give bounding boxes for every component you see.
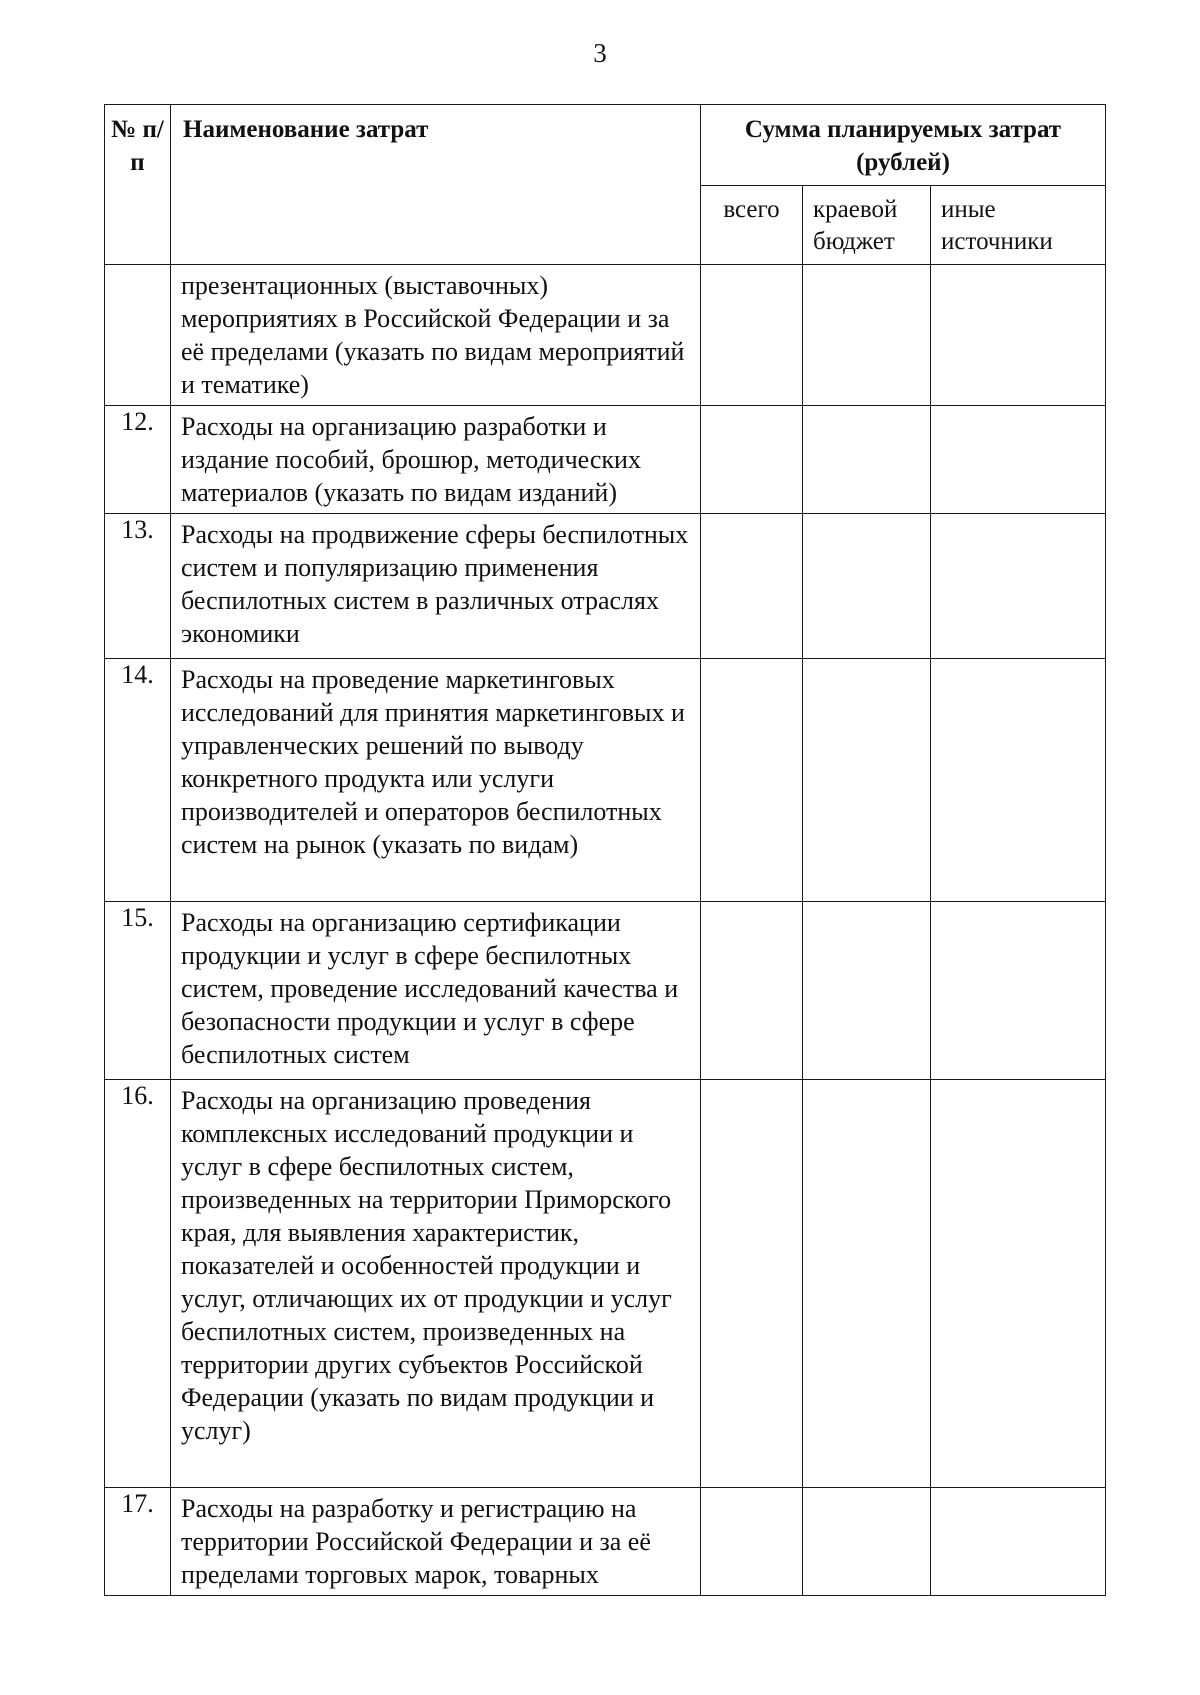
row-total-cell xyxy=(701,902,803,1080)
row-other-cell xyxy=(931,1080,1106,1488)
row-total-cell xyxy=(701,1488,803,1596)
row-other-cell xyxy=(931,265,1106,406)
row-number: 17. xyxy=(105,1488,171,1596)
page-number: 3 xyxy=(593,38,607,68)
cost-table xyxy=(104,104,1106,1596)
row-cost-name: Расходы на продвижение сферы беспилотных систем и популяризацию применения беспилотных систем в различных отраслях экономики xyxy=(171,514,701,659)
row-regional-cell xyxy=(803,1080,931,1488)
row-cost-name: Расходы на организацию проведения комплексных исследований продукции и услуг в сфере беспилотных систем, произведенных на территории Приморского края, для выявления характеристик, показателей и особенностей продукции и услуг, отличающих их от продукции и услуг беспилотных систем, произведенных на территории других субъектов Российской Федерации (указать по видам продукции и услуг) xyxy=(171,1080,701,1488)
row-regional-cell xyxy=(803,902,931,1080)
table-header-row xyxy=(105,105,1106,186)
row-total-cell xyxy=(701,265,803,406)
row-regional-cell xyxy=(803,514,931,659)
row-cost-name: Расходы на организацию разработки и издание пособий, брошюр, методических материалов (указать по видам изданий) xyxy=(171,406,701,514)
row-number: 16. xyxy=(105,1080,171,1488)
table-row xyxy=(105,1488,1106,1596)
row-total-cell xyxy=(701,659,803,902)
row-cost-name: презентационных (выставочных) мероприятиях в Российской Федерации и за её пределами (указать по видам мероприятий и тематике) xyxy=(171,265,701,406)
row-cost-name: Расходы на организацию сертификации продукции и услуг в сфере беспилотных систем, проведение исследований качества и безопасности продукции и услуг в сфере беспилотных систем xyxy=(171,902,701,1080)
table-row xyxy=(105,1080,1106,1488)
row-number: 15. xyxy=(105,902,171,1080)
header-planned-sum: Сумма планируемых затрат (рублей) xyxy=(701,105,1106,186)
table-row xyxy=(105,514,1106,659)
table-row xyxy=(105,659,1106,902)
row-number: 14. xyxy=(105,659,171,902)
row-total-cell xyxy=(701,514,803,659)
row-cost-name: Расходы на разработку и регистрацию на территории Российской Федерации и за её пределами торговых марок, товарных xyxy=(171,1488,701,1596)
row-regional-cell xyxy=(803,659,931,902)
row-total-cell xyxy=(701,1080,803,1488)
row-other-cell xyxy=(931,1488,1106,1596)
row-number: 13. xyxy=(105,514,171,659)
row-total-cell xyxy=(701,406,803,514)
row-regional-cell xyxy=(803,1488,931,1596)
row-cost-name: Расходы на проведение маркетинговых исследований для принятия маркетинговых и управленческих решений по выводу конкретного продукта или услуги производителей и операторов беспилотных систем на рынок (указать по видам) xyxy=(171,659,701,902)
header-cost-name: Наименование затрат xyxy=(171,105,701,265)
table-row xyxy=(105,406,1106,514)
header-number: № п/п xyxy=(105,105,171,265)
row-number: 12. xyxy=(105,406,171,514)
table-row xyxy=(105,265,1106,406)
row-number xyxy=(105,265,171,406)
row-other-cell xyxy=(931,406,1106,514)
row-other-cell xyxy=(931,514,1106,659)
header-other-sources: иные источники xyxy=(931,186,1106,265)
row-other-cell xyxy=(931,659,1106,902)
row-regional-cell xyxy=(803,265,931,406)
row-regional-cell xyxy=(803,406,931,514)
header-total: всего xyxy=(701,186,803,265)
header-regional-budget: краевой бюджет xyxy=(803,186,931,265)
table-row xyxy=(105,902,1106,1080)
row-other-cell xyxy=(931,902,1106,1080)
